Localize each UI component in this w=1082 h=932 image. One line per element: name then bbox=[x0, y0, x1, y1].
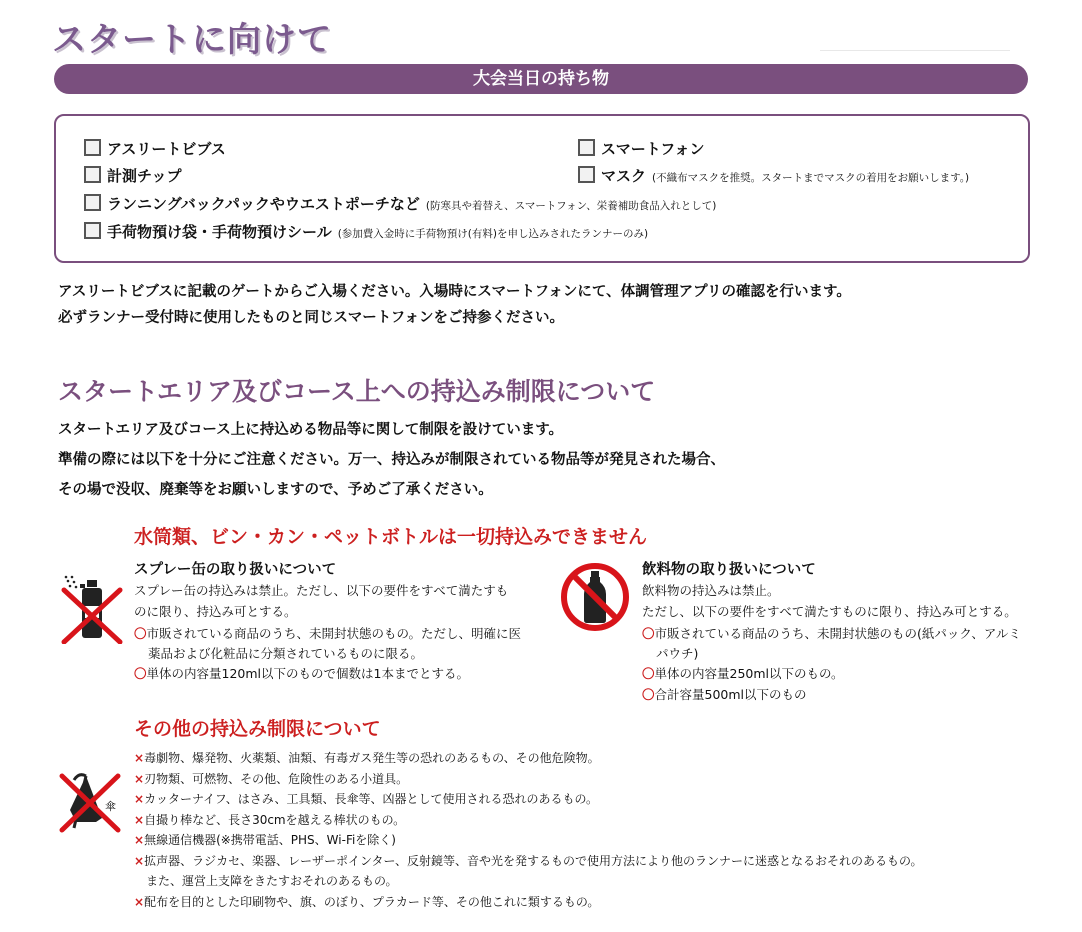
circle-mark-icon: 〇 bbox=[134, 626, 147, 641]
checklist-note: (不織布マスクを推奨。スタートまでマスクの着用をお願いします。) bbox=[652, 172, 970, 184]
checklist-item[interactable] bbox=[578, 164, 969, 186]
list-item: ×カッターナイフ、はさみ、工具類、長傘等、凶器として使用される恐れのあるもの。 bbox=[134, 792, 599, 806]
circle-mark-icon: 〇 bbox=[642, 687, 655, 702]
list-item: ×自撮り棒など、長さ30cmを越える棒状のもの。 bbox=[134, 812, 406, 827]
checklist-item[interactable] bbox=[578, 137, 705, 159]
drinks-condition bbox=[642, 663, 844, 684]
list-item: ×無線通信機器(※携帯電話、PHS、Wi-Fiを除く) bbox=[134, 833, 396, 847]
spray-condition bbox=[134, 663, 469, 684]
condition-text: 単体の内容量250ml以下のもの。 bbox=[654, 666, 844, 681]
checklist-label: スマートフォン bbox=[601, 140, 705, 158]
checklist-label: マスク bbox=[601, 167, 647, 185]
page-title: スタートに向けて bbox=[52, 20, 332, 60]
checkbox-icon[interactable] bbox=[84, 194, 101, 211]
checklist-item[interactable] bbox=[84, 137, 226, 159]
restrictions-intro: その場で没収、廃棄等をお願いしますので、予めご了承ください。 bbox=[58, 482, 493, 498]
spray-heading: スプレー缶の取り扱いについて bbox=[134, 562, 337, 578]
checklist-label: アスリートビブス bbox=[107, 140, 226, 158]
entry-note: 必ずランナー受付時に使用したものと同じスマートフォンをご持参ください。 bbox=[58, 310, 565, 326]
condition-text: 単体の内容量120ml以下のもので個数は1本までとする。 bbox=[146, 666, 469, 681]
checkbox-icon[interactable] bbox=[578, 166, 595, 183]
circle-mark-icon: 〇 bbox=[642, 666, 655, 681]
checkbox-icon[interactable] bbox=[84, 222, 101, 239]
list-item: ×拡声器、ラジカセ、楽器、レーザーポインター、反射鏡等、音や光を発するもので使用方法により他のランナーに迷惑となるおそれのあるもの。 bbox=[134, 853, 923, 868]
other-list bbox=[134, 748, 923, 912]
drinks-condition bbox=[642, 684, 807, 705]
circle-mark-icon: 〇 bbox=[642, 626, 655, 641]
title-underline bbox=[820, 50, 1010, 51]
drinks-condition-cont: パウチ) bbox=[656, 646, 699, 661]
other-heading: その他の持込み制限について bbox=[134, 718, 381, 740]
checklist-note: (参加費入金時に手荷物預け(有料)を申し込みされたランナーのみ) bbox=[337, 228, 649, 240]
drinks-text: ただし、以下の要件をすべて満たすものに限り、持込み可とする。 bbox=[642, 604, 1017, 619]
drinks-heading: 飲料物の取り扱いについて bbox=[642, 562, 816, 578]
drinks-text: 飲料物の持込みは禁止。 bbox=[642, 583, 780, 598]
checklist-label: ランニングバックパックやウエストポーチなど bbox=[107, 195, 420, 213]
bottle-ban-heading: 水筒類、ビン・カン・ペットボトルは一切持込みできません bbox=[134, 526, 648, 548]
list-item: ×毒劇物、爆発物、火薬類、油類、有毒ガス発生等の恐れのあるもの、その他危険物。 bbox=[134, 751, 600, 765]
checklist-label: 手荷物預け袋・手荷物預けシール bbox=[107, 223, 332, 241]
spray-text: スプレー缶の持込みは禁止。ただし、以下の要件をすべて満たすも bbox=[134, 583, 509, 598]
restrictions-intro: スタートエリア及びコース上に持込める物品等に関して制限を設けています。 bbox=[58, 422, 564, 438]
section-banner: 大会当日の持ち物 bbox=[54, 64, 1028, 94]
bottle-prohibited-icon bbox=[560, 562, 630, 632]
entry-note: アスリートビブスに記載のゲートからご入場ください。入場時にスマートフォンにて、体調管理アプリの確認を行います。 bbox=[58, 284, 851, 300]
spray-condition bbox=[134, 623, 521, 644]
condition-text: 市販されている商品のうち、未開封状態のもの。ただし、明確に医 bbox=[146, 626, 522, 641]
restrictions-heading: スタートエリア及びコース上への持込み制限について bbox=[58, 377, 656, 406]
checkbox-icon[interactable] bbox=[84, 166, 101, 183]
spray-can-prohibited-icon bbox=[60, 572, 124, 644]
list-item: ×刃物類、可燃物、その他、危険性のある小道具。 bbox=[134, 771, 409, 786]
checklist-item[interactable] bbox=[84, 164, 182, 186]
umbrella-prohibited-icon bbox=[56, 770, 126, 834]
condition-text: 合計容量500ml以下のもの bbox=[654, 687, 807, 702]
checklist-label: 計測チップ bbox=[107, 167, 182, 185]
list-item: また、運営上支障をきたすおそれのあるもの。 bbox=[146, 874, 398, 888]
condition-text: 市販されている商品のうち、未開封状態のもの(紙パック、アルミ bbox=[654, 626, 1021, 641]
checkbox-icon[interactable] bbox=[84, 139, 101, 156]
spray-condition-cont: 薬品および化粧品に分類されているものに限る。 bbox=[148, 646, 424, 661]
restrictions-intro: 準備の際には以下を十分にご注意ください。万一、持込みが制限されている物品等が発見された場合、 bbox=[58, 452, 725, 468]
drinks-condition bbox=[642, 623, 1021, 644]
checklist-item[interactable] bbox=[84, 192, 716, 214]
checklist-item[interactable] bbox=[84, 220, 648, 242]
list-item: ×配布を目的とした印刷物や、旗、のぼり、プラカード等、その他これに類するもの。 bbox=[134, 894, 600, 909]
circle-mark-icon: 〇 bbox=[134, 666, 147, 681]
checkbox-icon[interactable] bbox=[578, 139, 595, 156]
umbrella-label: 傘 bbox=[105, 800, 116, 813]
spray-text: のに限り、持込み可とする。 bbox=[134, 604, 297, 619]
checklist-note: (防寒具や着替え、スマートフォン、栄養補助食品入れとして) bbox=[425, 200, 717, 212]
